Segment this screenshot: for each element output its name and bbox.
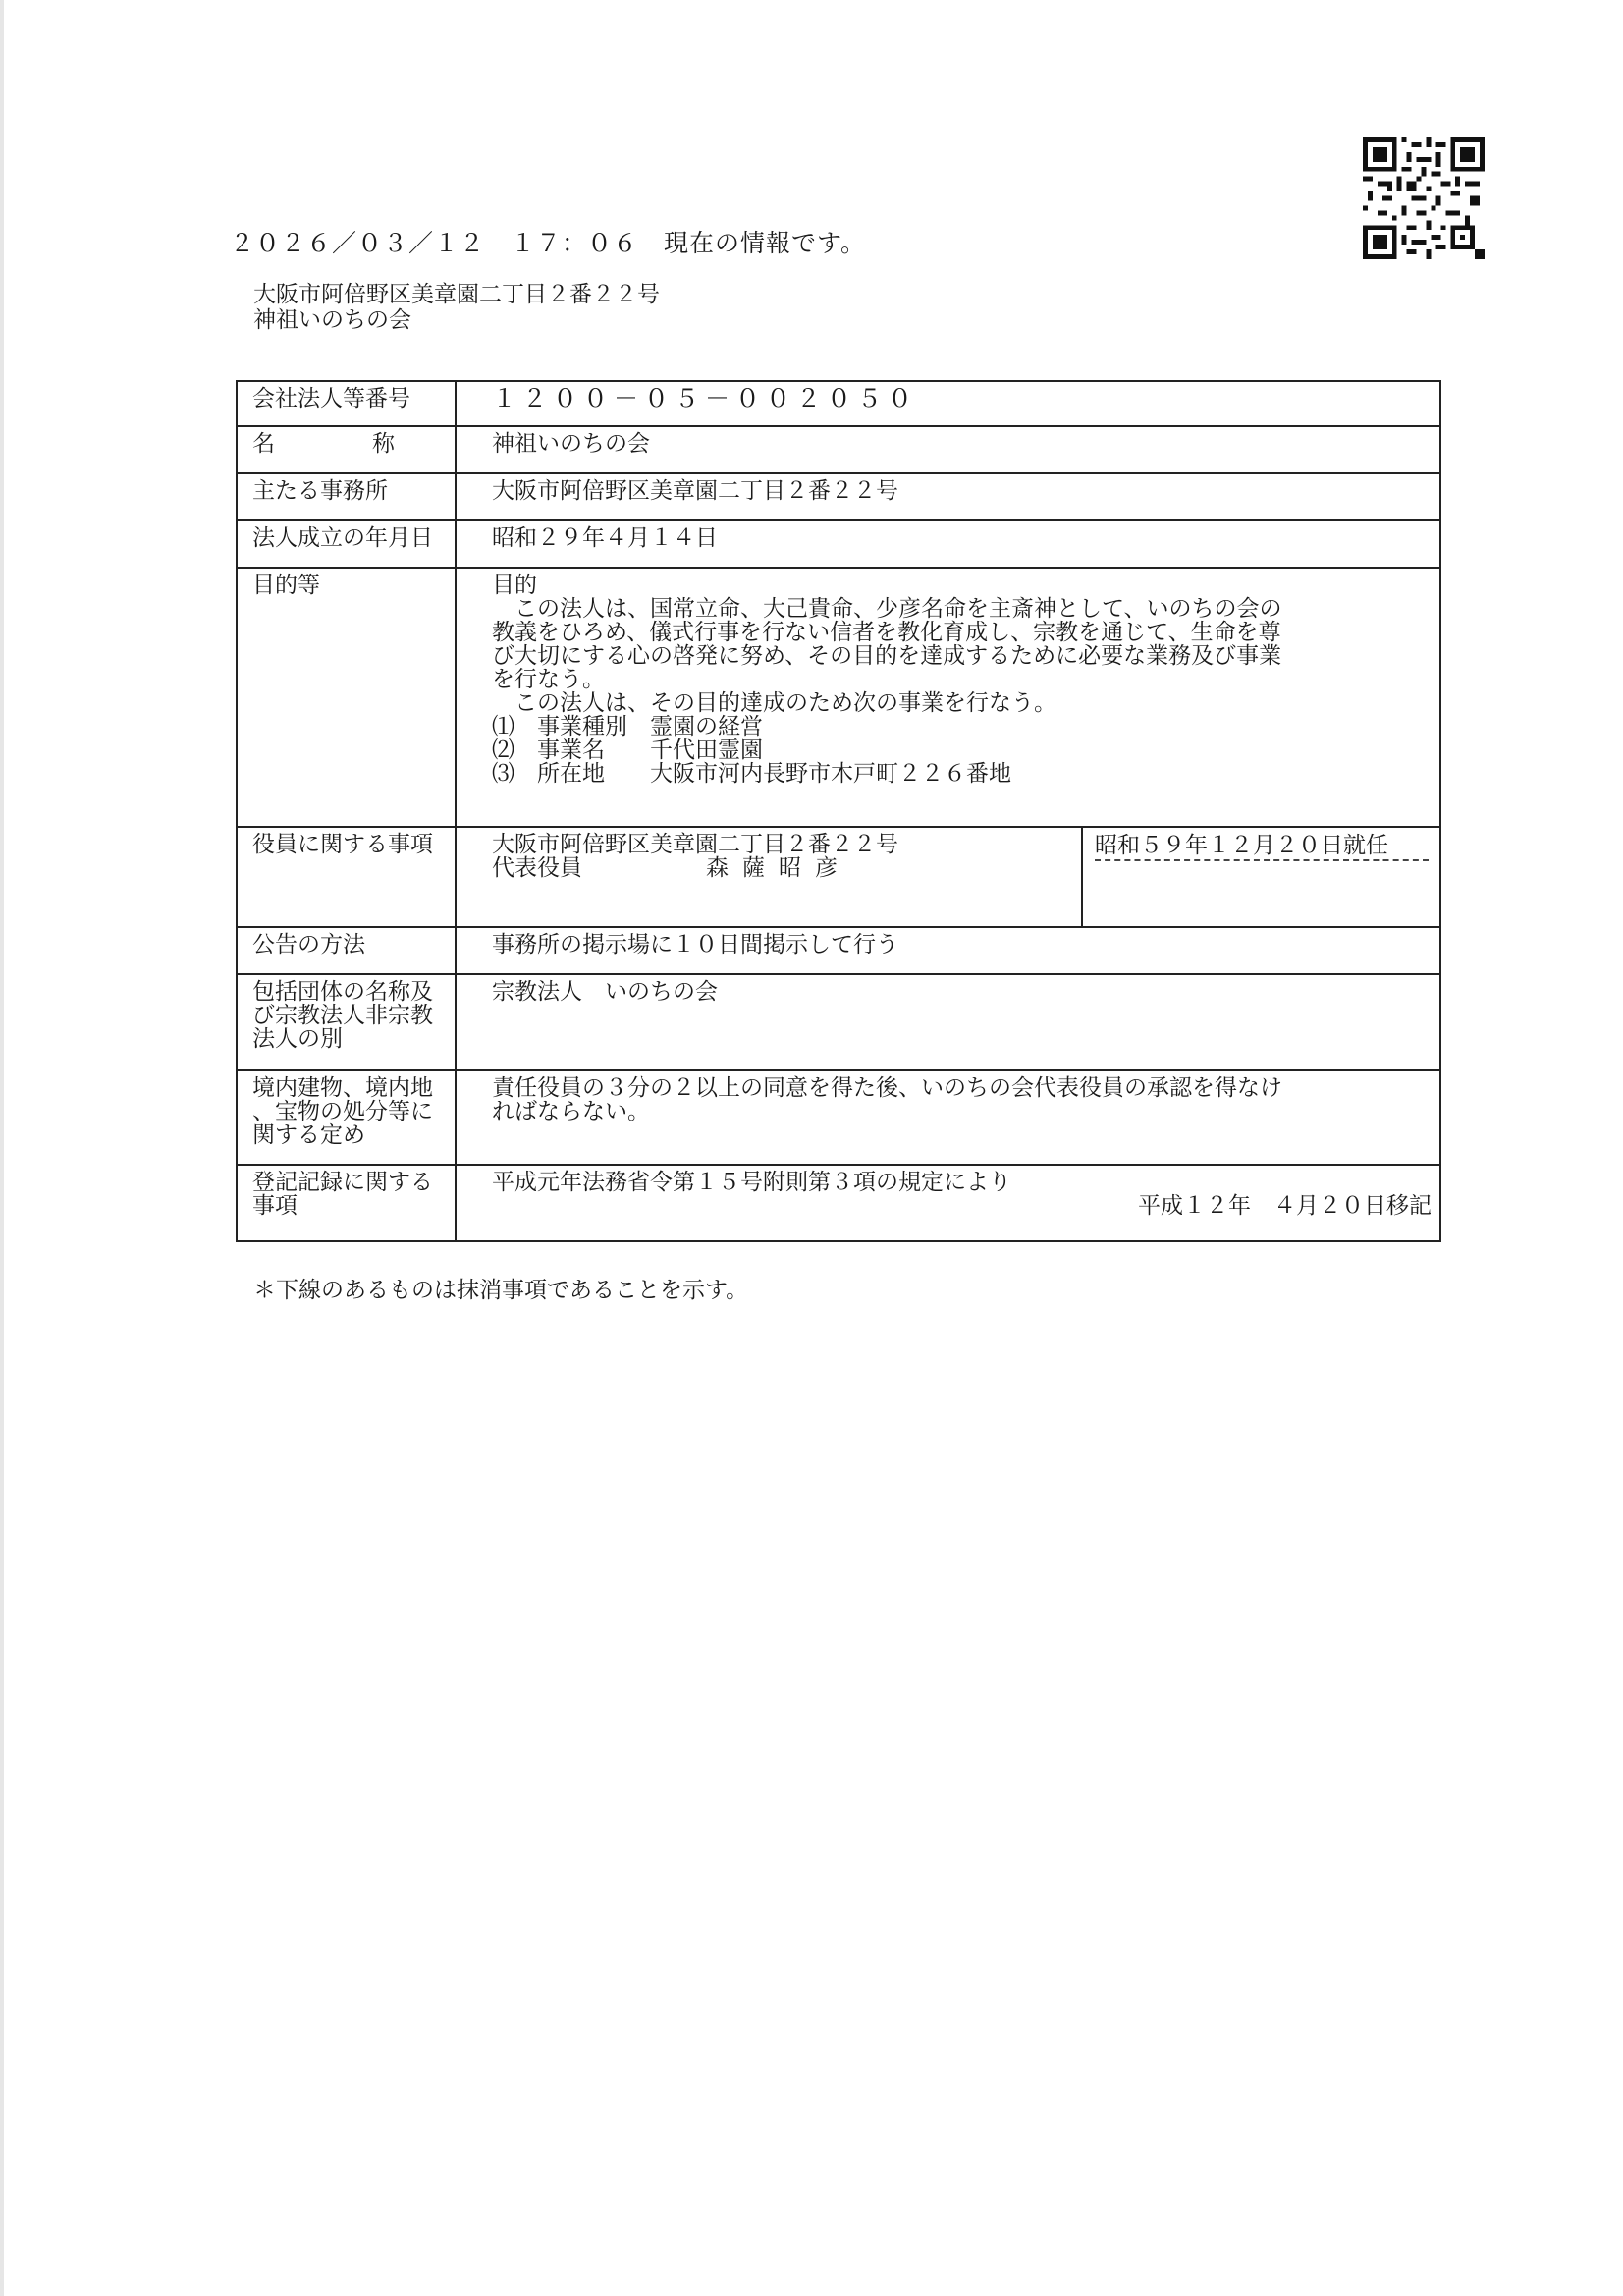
purpose-line: この法人は、その目的達成のため次の事業を行なう。 bbox=[492, 690, 1056, 716]
purpose-item: ⑴ 事業種別 霊園の経営 bbox=[492, 714, 763, 739]
row-officers bbox=[237, 827, 1440, 927]
value-umbrella: 宗教法人 いのちの会 bbox=[456, 974, 1440, 1070]
label-line: 登記記録に関する bbox=[252, 1170, 433, 1195]
officer-title: 代表役員 bbox=[492, 855, 582, 881]
strike-underline bbox=[1095, 859, 1429, 861]
row-purpose bbox=[237, 568, 1440, 827]
timestamp bbox=[230, 224, 866, 259]
row-established bbox=[237, 520, 1440, 568]
purpose-item: ⑵ 事業名 千代田霊園 bbox=[492, 738, 763, 763]
value-name: 神祖いのちの会 bbox=[456, 426, 1440, 473]
label-officers: 役員に関する事項 bbox=[237, 827, 456, 927]
purpose-line: 教義をひろめ、儀式行事を行ない信者を教化育成し、宗教を通じて、生命を尊 bbox=[492, 620, 1281, 645]
value-officers bbox=[456, 827, 1440, 927]
label-purpose: 目的等 bbox=[237, 568, 456, 827]
timestamp-note: 現在の情報です。 bbox=[664, 229, 867, 257]
officer-info bbox=[457, 828, 1081, 926]
value-established: 昭和２９年４月１４日 bbox=[456, 520, 1440, 568]
row-umbrella bbox=[237, 974, 1440, 1070]
label-line: 関する定め bbox=[252, 1122, 365, 1148]
officer-role-line bbox=[492, 856, 1081, 880]
label-established: 法人成立の年月日 bbox=[237, 520, 456, 568]
label-line: び宗教法人非宗教 bbox=[252, 1003, 433, 1028]
page-edge bbox=[0, 0, 4, 2296]
purpose-heading: 目的 bbox=[492, 573, 537, 598]
label-name bbox=[237, 426, 456, 473]
header-name: 神祖いのちの会 bbox=[253, 307, 411, 333]
registry-table bbox=[236, 380, 1441, 1242]
row-notice bbox=[237, 927, 1440, 974]
value-corp-number bbox=[456, 381, 1440, 426]
property-line: ればならない。 bbox=[492, 1099, 650, 1124]
purpose-line: この法人は、国常立命、大己貴命、少彦名命を主斎神として、いのちの会の bbox=[492, 596, 1282, 622]
row-name bbox=[237, 426, 1440, 473]
corp-number: １２００－０５－００２０５０ bbox=[492, 384, 919, 412]
value-purpose bbox=[456, 568, 1440, 827]
value-property bbox=[456, 1070, 1440, 1165]
value-record bbox=[456, 1165, 1440, 1241]
label-line: 法人の別 bbox=[252, 1026, 343, 1052]
label-name-text: 名 称 bbox=[252, 431, 432, 457]
record-line-1: 平成元年法務省令第１５号附則第３項の規定により bbox=[492, 1170, 1011, 1195]
row-record bbox=[237, 1165, 1440, 1241]
purpose-line: び大切にする心の啓発に努め、その目的を達成するために必要な業務及び事業 bbox=[492, 643, 1282, 669]
qr-code-icon bbox=[1363, 137, 1485, 259]
label-office: 主たる事務所 bbox=[237, 473, 456, 520]
label-line: 境内建物、境内地 bbox=[252, 1075, 433, 1101]
officer-address: 大阪市阿倍野区美章園二丁目２番２２号 bbox=[492, 832, 898, 857]
property-line: 責任役員の３分の２以上の同意を得た後、いのちの会代表役員の承認を得なけ bbox=[492, 1075, 1282, 1101]
label-property bbox=[237, 1070, 456, 1165]
timestamp-value: ２０２６／０３／１２ １７：０６ bbox=[230, 229, 639, 257]
label-notice: 公告の方法 bbox=[237, 927, 456, 974]
label-line: 包括団体の名称及 bbox=[252, 979, 433, 1005]
header-address: 大阪市阿倍野区美章園二丁目２番２２号 bbox=[253, 282, 660, 307]
purpose-item: ⑶ 所在地 大阪市河内長野市木戸町２２６番地 bbox=[492, 761, 1011, 787]
label-line: 事項 bbox=[252, 1193, 298, 1219]
label-line: 、宝物の処分等に bbox=[252, 1099, 433, 1124]
officer-date-cell bbox=[1081, 828, 1439, 926]
value-office: 大阪市阿倍野区美章園二丁目２番２２号 bbox=[456, 473, 1440, 520]
purpose-line: を行なう。 bbox=[492, 667, 605, 692]
officer-date: 昭和５９年１２月２０日就任 bbox=[1095, 833, 1388, 858]
label-umbrella bbox=[237, 974, 456, 1070]
value-notice: 事務所の掲示場に１０日間掲示して行う bbox=[456, 927, 1440, 974]
record-line-2: 平成１２年 ４月２０日移記 bbox=[1138, 1193, 1432, 1219]
footnote: ＊下線のあるものは抹消事項であることを示す。 bbox=[253, 1278, 749, 1303]
label-corp-number: 会社法人等番号 bbox=[237, 381, 456, 426]
row-office bbox=[237, 473, 1440, 520]
row-corp-number bbox=[237, 381, 1440, 426]
officer-person: 森薩昭彦 bbox=[706, 855, 851, 881]
row-property bbox=[237, 1070, 1440, 1165]
label-record bbox=[237, 1165, 456, 1241]
